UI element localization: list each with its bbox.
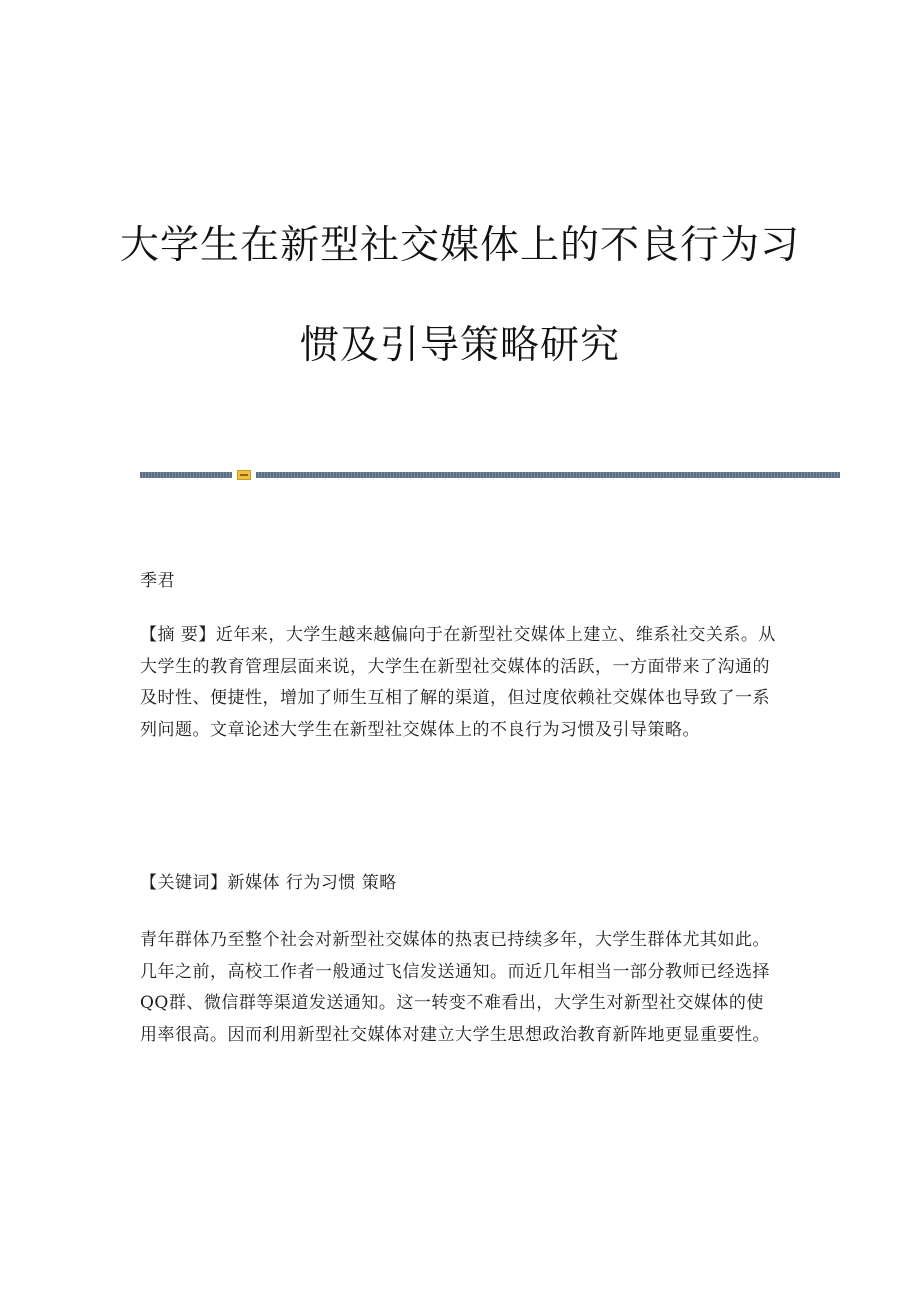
- abstract: [140, 620, 780, 746]
- keywords-label: 【关键词】: [140, 873, 228, 893]
- author-name: 季君: [140, 571, 175, 591]
- keywords-text: 新媒体 行为习惯 策略: [227, 873, 397, 893]
- abstract-text: 近年来，大学生越来越偏向于在新型社交媒体上建立、维系社交关系。从大学生的教育管理层面来说，大学生在新型社交媒体的活跃，一方面带来了沟通的及时性、便捷性，增加了师生互相了解的渠道，但过度依赖社交媒体也导致了一系列问题。文章论述大学生在新型社交媒体上的不良行为习惯及引导策略。: [140, 625, 776, 740]
- divider-bar-left: [140, 472, 232, 478]
- keywords: [140, 868, 780, 900]
- title-line-1: 大学生在新型社交媒体上的不良行为习: [119, 223, 800, 268]
- title-line-2: 惯及引导策略研究: [299, 323, 620, 368]
- body-paragraph: 青年群体乃至整个社会对新型社交媒体的热衷已持续多年，大学生群体尤其如此。几年之前，高校工作者一般通过飞信发送通知。而近几年相当一部分教师已经选择QQ群、微信群等渠道发送通知。这一转变不难看出，大学生对新型社交媒体的使用率很高。因而利用新型社交媒体对建立大学生思想政治教育新阵地更显重要性。: [140, 930, 770, 1045]
- abstract-label: 【摘 要】: [140, 625, 216, 645]
- divider-bar-right: [256, 472, 840, 478]
- divider-ornament-icon: [237, 470, 251, 480]
- title-divider: [140, 470, 840, 480]
